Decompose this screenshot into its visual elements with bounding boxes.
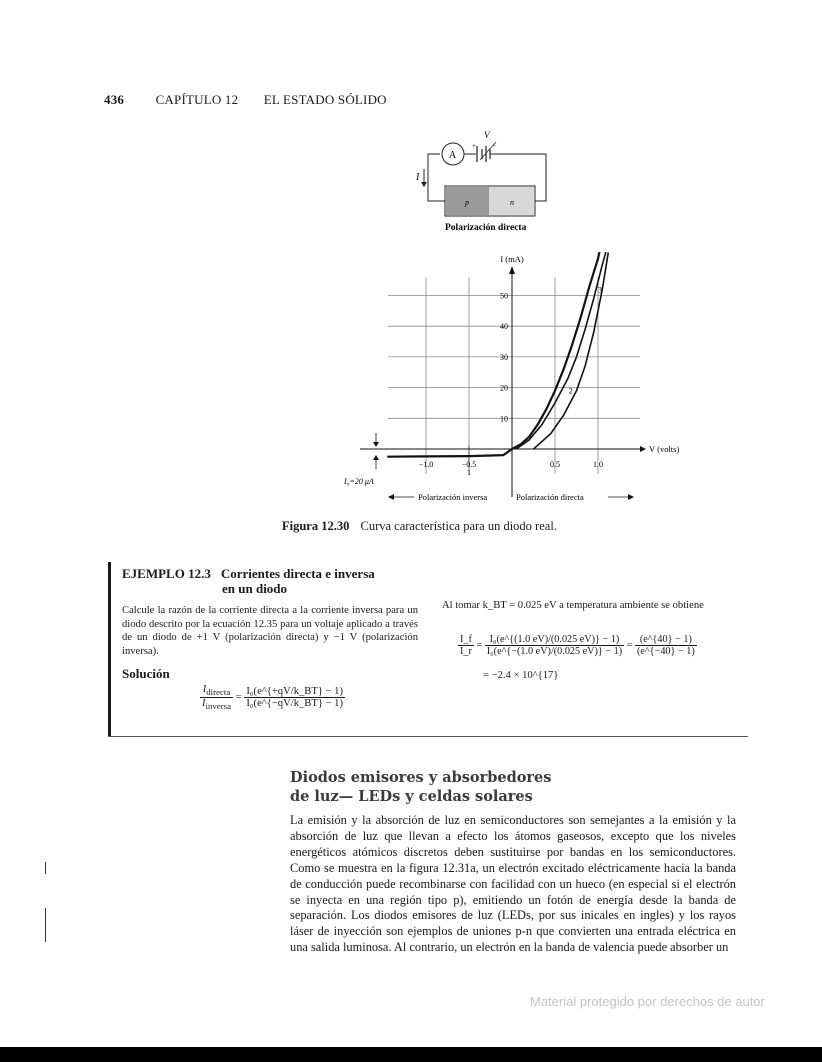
eq1-rhs-den: I₀(e^{−qV/k_BT} − 1) [246,698,344,710]
chart-ticks [419,254,680,469]
x-tick-label: −0.5 [461,460,477,469]
x-axis-label: V (volts) [649,444,680,454]
eq1-lhs-den-sub: inversa [205,701,232,712]
section-heading-line2: de luz— LEDs y celdas solares [290,788,533,805]
solution-label: Solución [122,666,170,681]
chart-curves [387,252,608,457]
eq2-rhs-den: (e^{−40} − 1) [636,646,695,657]
eq2-mid-den: I₀(e^{−(1.0 eV)/(0.025 eV)} − 1) [486,646,623,657]
forward-arrow-icon [628,494,634,500]
y-tick-label: 30 [500,352,508,362]
example-box [108,562,748,737]
current-arrowhead-icon [421,182,427,187]
y-tick-label: 10 [500,414,508,424]
iv-characteristic-chart [340,252,685,512]
eq1-lhs-den: I [202,698,206,710]
example-left-rule [108,562,111,737]
i0-label: I₀=20 μA [344,477,374,486]
n-label: n [510,198,514,207]
curve-1 [387,252,600,457]
wire-left [428,154,445,201]
example-right-text: Al tomar k_BT = 0.025 eV a temperatura ambiente se obtiene [442,600,704,611]
copyright-watermark: Material protegido por derechos de autor [530,994,765,1009]
x-tick-label: 1.0 [593,460,603,469]
voltage-label: V [484,130,490,140]
plus-sign: + [472,142,476,150]
x-tick-label: 0.5 [550,460,560,469]
battery-icon [477,146,490,162]
page-number: 436 [104,92,125,107]
forward-bias-label: Polarización directa [516,492,584,502]
bottom-bar [0,1047,822,1062]
eq2-lhs-num: I_f [460,634,472,645]
reverse-bias-label: Polarización inversa [418,492,488,502]
example-problem: Calcule la razón de la corriente directa a la corriente inversa para un diodo descrito por la ecuación 12.35 para un voltaje aplicado a través de un diodo de +1 V (polarización directa) y −1 V (polarización inversa). [122,605,418,657]
chart-grid [388,277,640,473]
body-paragraph: La emisión y la absorción de luz en semiconductores son semejantes a la emisión y la absorción de luz que llevan a efecto los átomos gaseosos, excepto que los niveles energéticos atómicos discretos deben sustituirse por bandas en los semiconductores. Como se muestra en la figura 12.31a, un electrón excitado eléctricamente hacia la banda de conducción puede recombinarse con facilidad con un hueco (en especial si el electrón se inyecta en una región tipo p), emitiendo un fotón de energía desde la banda de separación. Los diodos emisores de luz (LEDs, por sus inicales en ingles) y los rayos láser de inyección son ejemplos de uniones p-n que convierten una entrada eléctrica en una salida luminosa. Al contrario, un electrón en la banda de valencia puede absorber un [290,813,736,955]
figure-label: Figura 12.30 [282,519,350,533]
ratio-equation: $\frac{I\_f}{I\_r}$ = $\frac{\text{I₀(e\textasciicircum{}\{(1.0 eV)/(0.025 eV)\} − 1)}}{\text{I₀(e\textasciicircum{}\{−(1.0 eV)/(0.025 eV)\} − 1)}}$ = $\frac{(e\^{}\{40\} - 1)}{(e\^{}\{-40\} - 1)}$ [460,634,695,657]
x-axis-arrow-icon [640,446,646,452]
example-title-line2: en un diodo [222,581,288,596]
solution-equation: $\frac{I_{directa}}{I_{inversa}}$ = $\frac{\text{I₀(e\textasciicircum{}\{+qV/k\_BT\} − 1)}}{\text{I₀(e\textasciicircum{}\{−qV/k\_BT\} − 1)}}$ [202,684,344,712]
chapter-label: CAPÍTULO 12 [155,92,239,107]
running-header [104,92,387,108]
margin-mark [45,908,46,942]
example-number: EJEMPLO 12.3 [122,566,211,581]
reverse-arrow-icon [388,494,394,500]
curve-1-label: 1 [467,468,471,477]
circuit-diagram [400,124,560,234]
eq1-rhs-num: I₀(e^{+qV/k_BT} − 1) [246,686,344,698]
y-tick-label: 20 [500,383,508,393]
eq2-mid-num: I₀(e^{(1.0 eV)/(0.025 eV)} − 1) [485,634,624,646]
minus-sign: − [492,142,496,150]
y-tick-label: 40 [500,322,508,332]
eq2-lhs-den: I_r [460,646,472,657]
eq2-rhs-num: (e^{40} − 1) [635,634,697,646]
example-bottom-rule [108,736,748,737]
figure-caption-text: Curva característica para un diodo real. [360,519,557,533]
curve-3-label: 3 [598,285,602,295]
section-heading [290,768,551,806]
curve-2-label: 2 [568,386,573,396]
section-heading-line1: Diodos emisores y absorbedores [290,769,552,786]
chart-axes [360,266,646,497]
example-title [122,566,375,596]
chart-annotations [343,285,634,502]
eq1-lhs-num-sub: directa [206,687,231,698]
margin-mark [45,862,46,874]
i0-arrowhead-up-icon [373,455,379,460]
circuit-caption: Polarización directa [445,223,527,233]
example-title-line1: Corrientes directa e inversa [220,566,375,581]
y-tick-label: 50 [500,291,508,301]
p-label: p [465,198,469,207]
x-tick-label: −1.0 [418,460,434,469]
eq1-lhs-num: I [202,684,207,695]
current-label: I [416,172,420,183]
ammeter-label: A [449,150,457,161]
y-axis-label: I (mA) [500,254,524,264]
chapter-title: EL ESTADO SÓLIDO [263,92,387,107]
figure-caption [282,519,557,534]
y-axis-arrow-icon [509,266,515,274]
i0-arrowhead-down-icon [373,442,379,447]
ratio-result: = −2.4 × 10^{17} [483,670,559,681]
